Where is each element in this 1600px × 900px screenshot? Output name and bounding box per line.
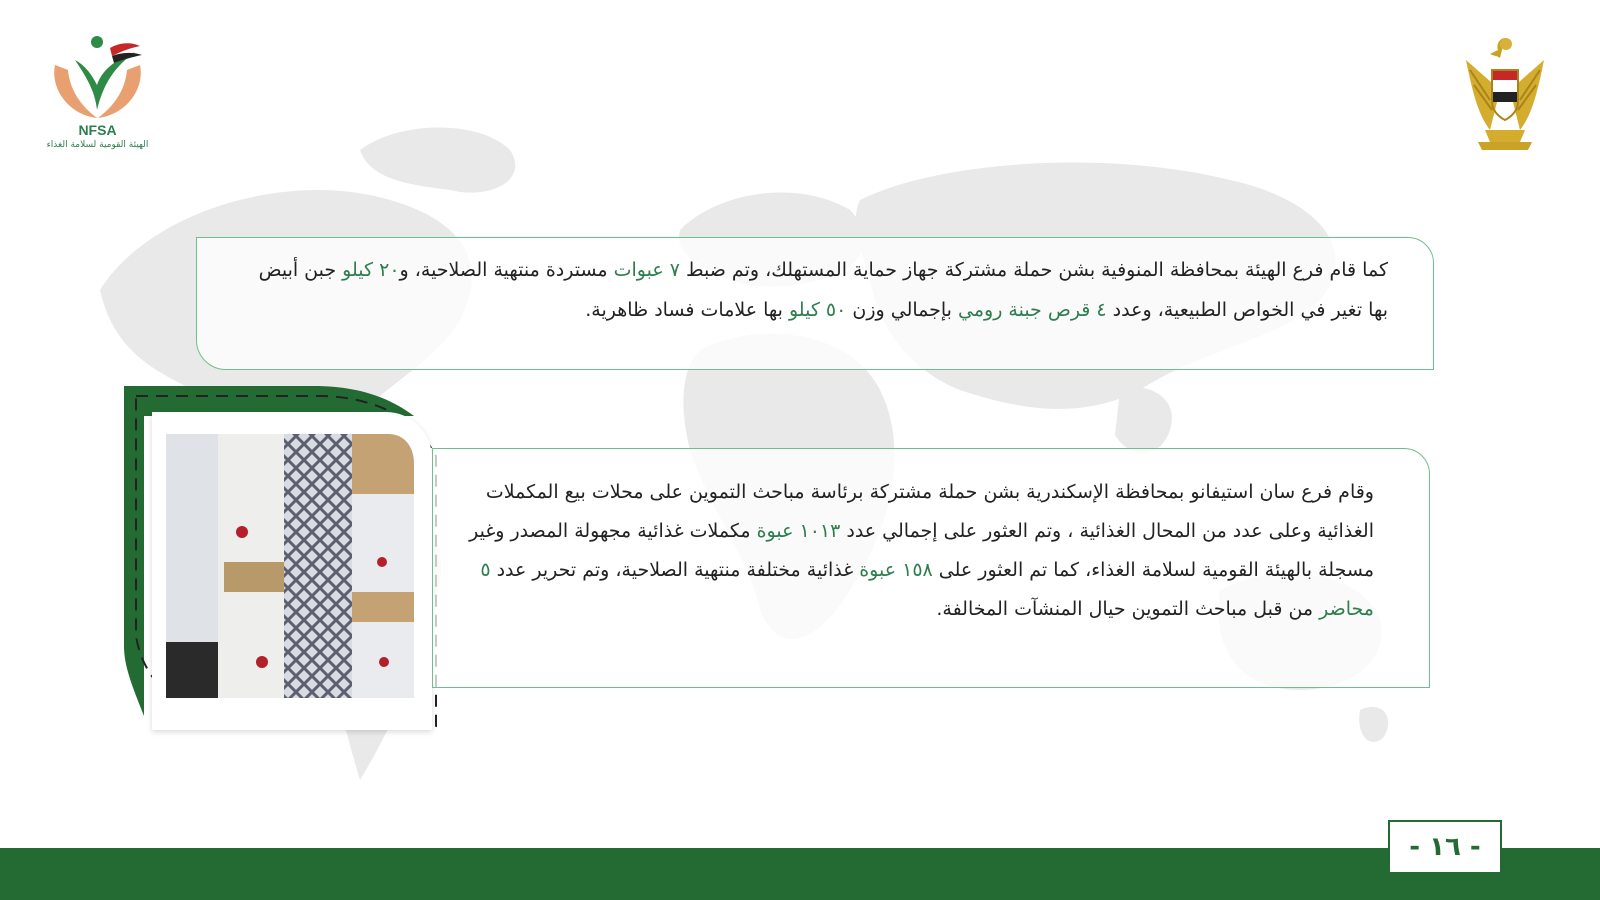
highlight-roomy-cheese: ٤ قرص جبنة رومي [958, 299, 1107, 321]
highlight-cheese-weight: ٢٠ كيلو [342, 259, 400, 281]
highlight-reports-count: ٥ محاضر [480, 559, 1374, 620]
highlight-supplements-count: ١٠١٣ عبوة [756, 520, 841, 542]
highlight-total-weight: ٥٠ كيلو [788, 299, 847, 321]
seized-products-photo-collage [152, 412, 432, 730]
nfsa-logo [40, 30, 155, 160]
logo-arabic-name: الهيئة القومية لسلامة الغذاء [46, 140, 149, 150]
top-paragraph: كما قام فرع الهيئة بمحافظة المنوفية بشن حملة مشتركة جهاز حماية المستهلك، وتم ضبط ٧ عبوات مستردة منتهية الصلاحية، و٢٠ كيلو جبن أبيض بها تغير في الخواص الطبيعية، وعدد ٤ قرص جبنة رومي بإجمالي وزن ٥٠ كيلو بها علامات فساد ظاهرية. [258, 259, 1388, 321]
bottom-paragraph: وقام فرع سان استيفانو بمحافظة الإسكندرية بشن حملة مشتركة برئاسة مباحث التموين على محلات بيع المكملات الغذائية وعلى عدد من المحال الغذائية ، وتم العثور على إجمالي عدد ١٠١٣ عبوة مكملات غذائية مجهولة المصدر وغير مسجلة بالهيئة القومية لسلامة الغذاء، كما تم العثور على ١٥٨ عبوة غذائية مختلفة منتهية الصلاحية، وتم تحرير عدد ٥ محاضر من قبل مباحث التموين حيال المنشآت المخالفة. [469, 481, 1374, 620]
footer-bar [0, 848, 1600, 900]
page-number: - ١٦ - [1388, 820, 1502, 874]
highlight-bottles-count: ٧ عبوات [613, 259, 680, 281]
highlight-expired-count: ١٥٨ عبوة [859, 559, 933, 581]
logo-abbreviation: NFSA [78, 122, 117, 138]
eagle-of-saladin-emblem-icon [1460, 30, 1550, 155]
nfsa-hands-icon [40, 30, 155, 125]
